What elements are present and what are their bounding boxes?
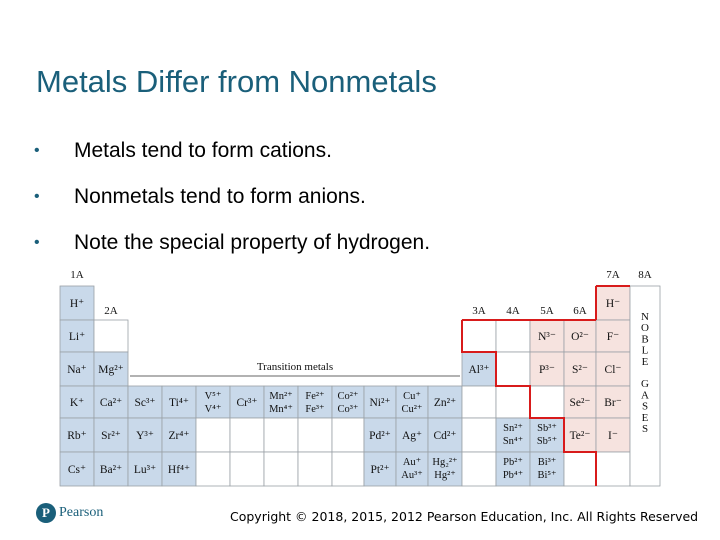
ion-label: H⁻ (605, 298, 621, 310)
ion-label: Cs⁺ (67, 464, 87, 476)
table-cell (332, 452, 364, 486)
ion-label: Rb⁺ (67, 430, 87, 442)
ion-label: Fe³⁺ (305, 404, 325, 415)
ion-label: Al³⁺ (468, 364, 490, 376)
table-cell (264, 418, 298, 452)
ion-label: O²⁻ (571, 331, 589, 343)
ion-label: Pb⁴⁺ (502, 470, 524, 481)
table-cell (264, 452, 298, 486)
ion-label: Mn⁴⁺ (269, 404, 293, 415)
group-label: 4A (506, 305, 520, 317)
ion-label: I⁻ (608, 430, 618, 442)
transition-metals-label: Transition metals (256, 361, 334, 373)
ion-label: Pb²⁺ (503, 457, 523, 468)
ion-label: Ca²⁺ (99, 397, 123, 409)
group-label: 5A (540, 305, 554, 317)
ion-label: Sn⁴⁺ (502, 436, 524, 447)
ion-label: Hg²⁺ (434, 470, 456, 481)
group-label: 1A (70, 269, 84, 281)
table-cell (230, 452, 264, 486)
ion-label: Co²⁺ (337, 391, 359, 402)
table-cell (564, 452, 596, 486)
copyright-footer: Copyright © 2018, 2015, 2012 Pearson Education, Inc. All Rights Reserved (230, 509, 699, 524)
noble-gas-letter: L (641, 344, 649, 357)
bullet-marker: • (34, 188, 40, 205)
table-cell (496, 320, 530, 352)
ion-label: Bi³⁺ (537, 457, 557, 468)
ion-label: Ag⁺ (401, 430, 423, 442)
ion-label: Co³⁺ (337, 404, 359, 415)
table-cell (298, 418, 332, 452)
table-cell (230, 418, 264, 452)
bullet-text: Metals tend to form cations. (74, 139, 332, 162)
pearson-logo (36, 503, 103, 523)
table-cell (332, 418, 364, 452)
ion-label: Zr⁴⁺ (168, 430, 190, 442)
ion-label: Cd²⁺ (433, 430, 457, 442)
pearson-logo-mark: P (36, 503, 56, 523)
ion-label: V⁵⁺ (204, 391, 222, 402)
table-cell (462, 386, 496, 418)
ion-label: S²⁻ (572, 364, 588, 376)
ion-label: H⁺ (69, 298, 85, 310)
group-label: 6A (573, 305, 587, 317)
ion-label: Au³⁺ (401, 470, 423, 481)
ion-label: Cu⁺ (403, 391, 421, 402)
table-cell (298, 452, 332, 486)
bullet-marker: • (34, 142, 40, 159)
table-cell (196, 452, 230, 486)
noble-gas-letter: A (641, 389, 649, 402)
ion-label: Mg²⁺ (98, 364, 124, 376)
ion-label: Pt²⁺ (370, 464, 390, 476)
noble-gas-letter: N (641, 311, 649, 323)
ion-label: Li⁺ (68, 331, 86, 343)
bullet-marker: • (34, 234, 40, 251)
table-cell (94, 320, 128, 352)
noble-gas-letter: O (641, 322, 649, 335)
ion-label: Mn²⁺ (269, 391, 293, 402)
ion-label: Te²⁻ (569, 430, 591, 442)
bullet-text: Nonmetals tend to form anions. (74, 185, 366, 208)
ion-label: F⁻ (606, 331, 620, 343)
ion-label: K⁺ (69, 397, 85, 409)
ion-label: Ti⁴⁺ (169, 397, 189, 409)
ion-label: P³⁻ (539, 364, 555, 376)
table-cell (196, 418, 230, 452)
noble-gas-letter: S (641, 400, 649, 413)
ion-label: V⁴⁺ (204, 404, 222, 415)
noble-gas-letter: S (641, 423, 649, 435)
slide-title: Metals Differ from Nonmetals (36, 64, 437, 99)
ion-label: Hg₂²⁺ (432, 457, 458, 468)
ion-label: Sn²⁺ (503, 423, 523, 434)
ion-label: Sb⁵⁺ (536, 436, 558, 447)
group-label: 2A (104, 305, 118, 317)
ion-label: Cr³⁺ (236, 397, 258, 409)
noble-gas-letter: G (641, 378, 649, 391)
ion-label: Sc³⁺ (134, 397, 156, 409)
ion-label: Sb³⁺ (537, 423, 557, 434)
noble-gas-letter: B (641, 333, 649, 346)
ion-label: Hf⁴⁺ (167, 464, 191, 476)
ion-label: Na⁺ (67, 364, 87, 376)
noble-gas-letter: E (641, 411, 649, 424)
bullet-text: Note the special property of hydrogen. (74, 231, 431, 254)
table-cell (462, 320, 496, 352)
group-label: 8A (638, 269, 652, 281)
noble-gas-letter: E (641, 355, 649, 368)
group-label: 3A (472, 305, 486, 317)
pearson-logo-word: Pearson (59, 505, 104, 520)
ion-label: Se²⁻ (569, 397, 591, 409)
ion-label: Br⁻ (604, 397, 622, 409)
table-cell (596, 452, 630, 486)
ion-label: Cu²⁺ (401, 404, 423, 415)
ion-label: Zn²⁺ (433, 397, 457, 409)
ion-label: Ni²⁺ (369, 397, 391, 409)
table-cell (462, 418, 496, 452)
ion-label: Pd²⁺ (369, 430, 391, 442)
ion-label: N³⁻ (538, 331, 556, 343)
ion-label: Sr²⁺ (101, 430, 121, 442)
ion-label: Cl⁻ (604, 364, 622, 376)
ion-label: Y³⁺ (136, 430, 154, 442)
table-cell (496, 386, 530, 418)
ion-label: Lu³⁺ (133, 464, 157, 476)
ion-label: Bi⁵⁺ (537, 470, 557, 481)
table-cell (462, 452, 496, 486)
ion-label: Au⁺ (402, 457, 422, 468)
table-cell (496, 352, 530, 386)
group-label: 7A (606, 269, 620, 281)
ion-label: Ba²⁺ (99, 464, 123, 476)
table-cell (530, 386, 564, 418)
ion-label: Fe²⁺ (305, 391, 325, 402)
